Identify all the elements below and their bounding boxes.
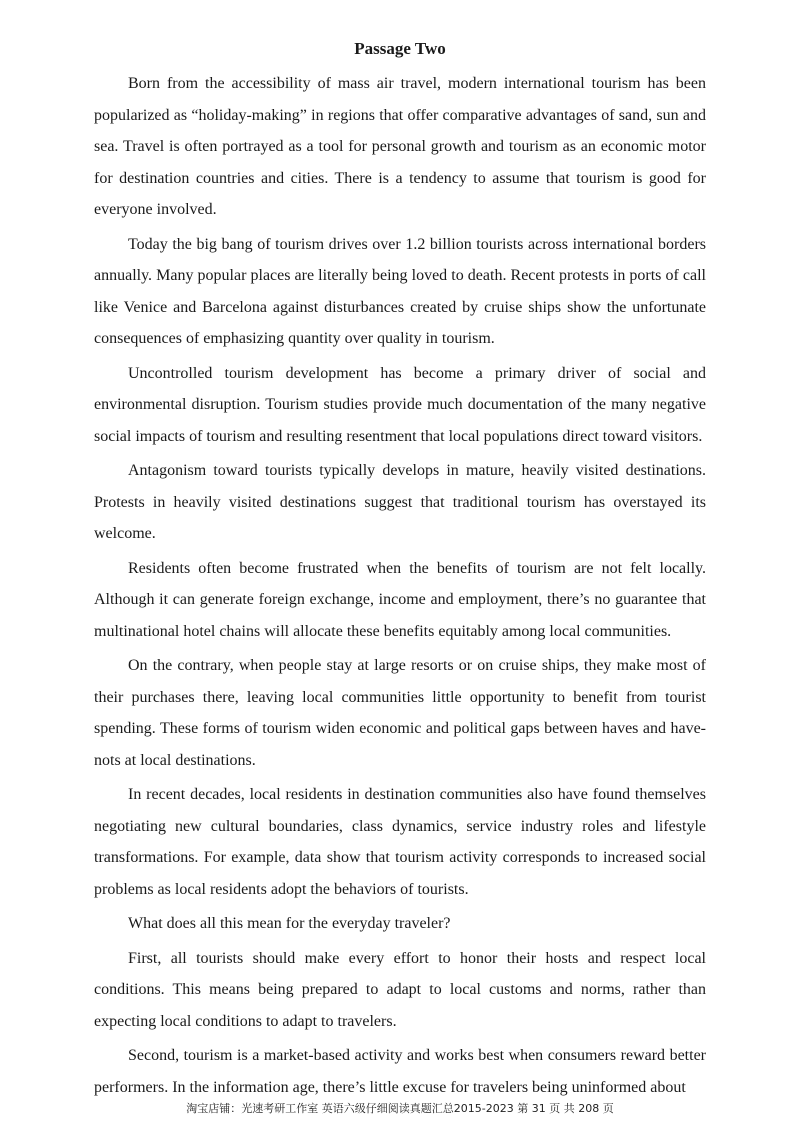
- passage-body: [94, 68, 706, 1106]
- paragraph: Antagonism toward tourists typically develops in mature, heavily visited destinations. Protests in heavily visited destinations suggest that traditional tourism has overstayed its welcome.: [94, 462, 706, 542]
- passage-title: Passage Two: [354, 39, 446, 58]
- paragraph: What does all this mean for the everyday traveler?: [128, 915, 451, 932]
- paragraph: Uncontrolled tourism development has become a primary driver of social and environmental disruption. Tourism studies provide much documentation of the many negative social impacts of tourism and resulting resentment that local populations direct toward visitors.: [94, 364, 706, 445]
- paragraph: Born from the accessibility of mass air travel, modern international tourism has been popularized as “holiday-making” in regions that offer comparative advantages of sand, sun and sea. Travel is often portrayed as a tool for personal growth and tourism as an economic motor for destination countries and cities. There is a tendency to assume that tourism is good for everyone involved.: [94, 75, 706, 218]
- paragraph: Second, tourism is a market-based activity and works best when consumers reward better performers. In the information age, there’s little excuse for travelers being uninformed about: [94, 1047, 706, 1096]
- paragraph: On the contrary, when people stay at large resorts or on cruise ships, they make most of their purchases there, leaving local communities little opportunity to benefit from tourist spending. These forms of tourism widen economic and political gaps between haves and have-nots at local destinations.: [94, 657, 706, 769]
- paragraph: In recent decades, local residents in destination communities also have found themselves negotiating new cultural boundaries, class dynamics, service industry roles and lifestyle transformations. For example, data show that tourism activity corresponds to increased social problems as local residents adopt the behaviors of tourists.: [94, 786, 706, 898]
- paragraph: Today the big bang of tourism drives over 1.2 billion tourists across international borders annually. Many popular places are literally being loved to death. Recent protests in ports of call like Venice and Barcelona against disturbances created by cruise ships show the unfortunate consequences of emphasizing quantity over quality in tourism.: [94, 235, 706, 347]
- paragraph: First, all tourists should make every effort to honor their hosts and respect local conditions. This means being prepared to adapt to local customs and norms, rather than expecting local conditions to adapt to travelers.: [94, 949, 706, 1030]
- page-footer: 淘宝店铺：光速考研工作室 英语六级仔细阅读真题汇总2015-2023 第 31 页 共 208 页: [186, 1102, 614, 1115]
- paragraph: Residents often become frustrated when the benefits of tourism are not felt locally. Although it can generate foreign exchange, income and employment, there’s no guarantee that multinational hotel chains will allocate these benefits equitably among local communities.: [94, 559, 706, 640]
